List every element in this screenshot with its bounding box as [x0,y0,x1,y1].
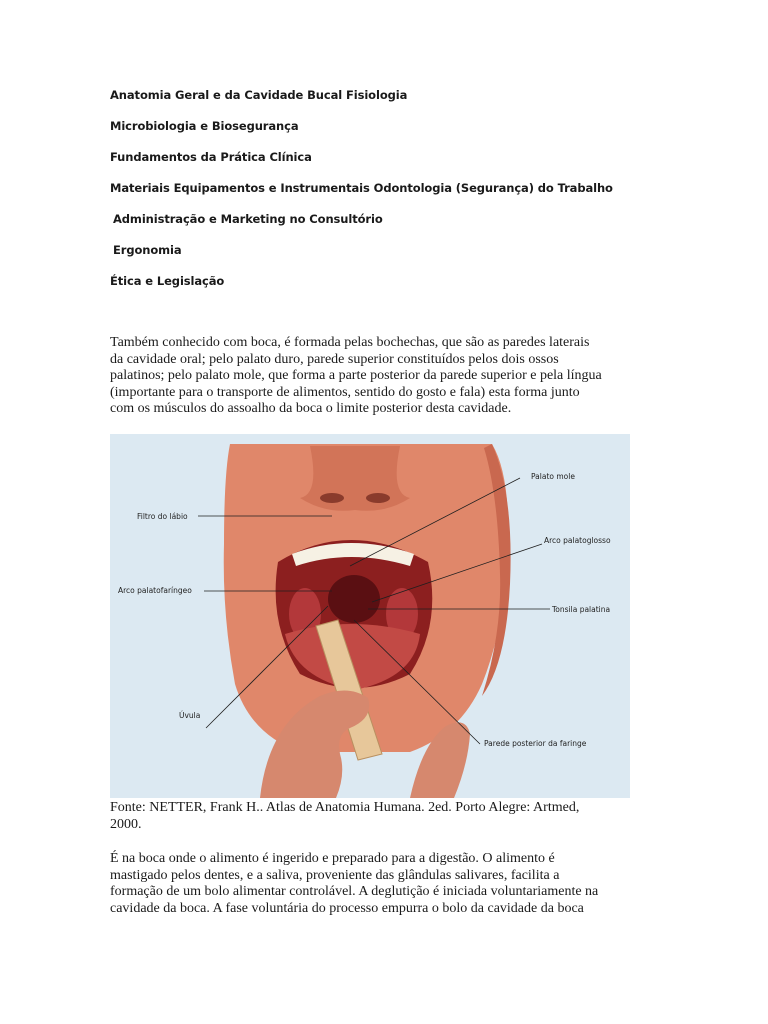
nostril [366,493,390,503]
source-line: 2000. [110,816,142,832]
paragraph-line: É na boca onde o alimento é ingerido e preparado para a digestão. O alimento é [110,851,555,866]
figure-source [110,800,655,833]
paragraph-line: com os músculos do assoalho da boca o limite posterior desta cavidade. [110,401,512,416]
topic-heading: Ética e Legislação [110,274,225,288]
topic-heading: Microbiologia e Biosegurança [110,119,299,133]
topic-heading: Fundamentos da Prática Clínica [110,150,312,164]
paragraph-line: da cavidade oral; pelo palato duro, parede superior constituídos pelos dois ossos [110,351,559,367]
label-arco-palatoglosso: Arco palatoglosso [544,536,611,545]
paragraph-line: palatinos; pelo palato mole, que forma a parte posterior da parede superior e pela língua [110,368,602,383]
label-parede-posterior: Parede posterior da faringe [484,739,587,748]
topic-heading: Ergonomia [113,243,182,257]
label-uvula: Úvula [179,711,201,720]
source-line: Fonte: NETTER, Frank H.. Atlas de Anatomia Humana. 2ed. Porto Alegre: Artmed, [110,800,580,815]
body-paragraph [110,851,655,917]
intro-paragraph [110,335,655,418]
label-palato-mole: Palato mole [531,472,575,481]
paragraph-line: Também conhecido com boca, é formada pelas bochechas, que são as paredes laterais [110,335,590,350]
oral-cavity-illustration [110,434,630,798]
label-filtro-labio: Filtro do lábio [137,512,188,521]
label-arco-palatofaringeo: Arco palatofaríngeo [118,586,192,595]
paragraph-line: mastigado pelos dentes, e a saliva, proveniente das glândulas salivares, facilita a [110,867,560,883]
anatomy-figure-svg [110,434,630,798]
topic-heading: Administração e Marketing no Consultório [113,212,383,226]
paragraph-line: formação de um bolo alimentar controlável. A deglutição é iniciada voluntariamente na [110,884,599,899]
nose [300,446,410,511]
label-tonsila-palatina: Tonsila palatina [552,605,611,614]
nostril [320,493,344,503]
pharynx [328,575,380,623]
paragraph-line: cavidade da boca. A fase voluntária do processo empurra o bolo da cavidade da boca [110,900,584,916]
paragraph-line: (importante para o transporte de alimentos, sentido do gosto e fala) esta forma junto [110,384,580,400]
topic-heading: Materiais Equipamentos e Instrumentais Odontologia (Segurança) do Trabalho [110,181,613,195]
topic-heading: Anatomia Geral e da Cavidade Bucal Fisiologia [110,88,408,102]
